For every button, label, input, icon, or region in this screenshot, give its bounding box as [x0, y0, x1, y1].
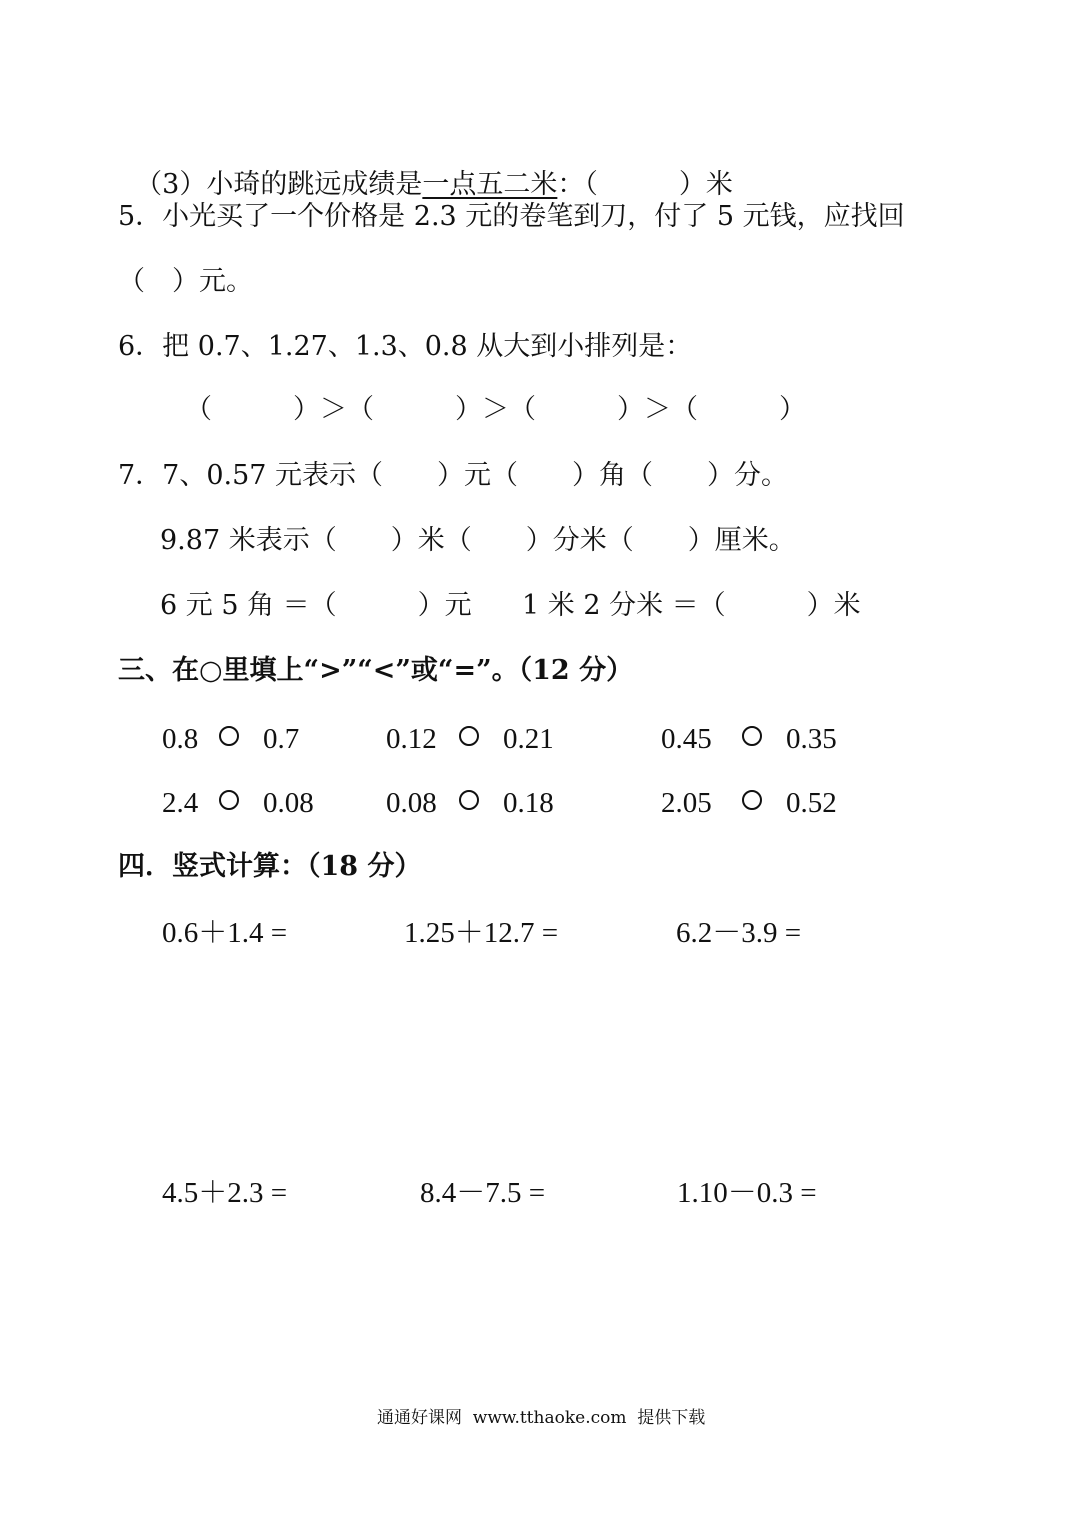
question-7-line-1: 7．7、0.57 元表示（ ）元（ ）角（ ）分。 — [118, 460, 789, 491]
page-footer: 通通好课网 www.tthaoke.com 提供下载 — [377, 1408, 706, 1428]
calc-problem: 0.6＋1.4 = — [162, 917, 288, 949]
calc-problem: 8.4－7.5 = — [420, 1177, 546, 1209]
compare-right-value: 0.35 — [786, 723, 837, 755]
question-7-line-3a: 6 元 5 角 ＝（ ）元 — [160, 590, 472, 621]
compare-right-value: 0.21 — [503, 723, 554, 755]
answer-circle[interactable] — [742, 726, 762, 746]
q3-prefix: （3）小琦的跳远成绩是 — [135, 169, 423, 200]
section-3-heading: 三、在○里填上“>”“<”或“=”。（12 分） — [118, 655, 634, 686]
q3-underlined-text: 一点五二米 — [422, 169, 558, 200]
compare-right-value: 0.52 — [786, 787, 837, 819]
calc-problem: 1.25＋12.7 = — [404, 917, 559, 949]
compare-left-value: 0.12 — [386, 723, 437, 755]
compare-left-value: 2.4 — [162, 787, 199, 819]
compare-right-value: 0.18 — [503, 787, 554, 819]
question-6-line-1: 6．把 0.7、1.27、1.3、0.8 从大到小排列是： — [118, 331, 693, 362]
compare-left-value: 0.08 — [386, 787, 437, 819]
answer-circle[interactable] — [459, 726, 479, 746]
answer-circle[interactable] — [219, 790, 239, 810]
section-4-heading: 四．竖式计算：（18 分） — [118, 851, 422, 882]
compare-left-value: 0.45 — [661, 723, 712, 755]
compare-left-value: 2.05 — [661, 787, 712, 819]
compare-right-value: 0.08 — [263, 787, 314, 819]
question-6-answer-blanks: （ ）＞（ ）＞（ ）＞（ ） — [185, 394, 806, 425]
question-5-line-2: （ ）元。 — [118, 266, 253, 297]
compare-left-value: 0.8 — [162, 723, 199, 755]
calc-problem: 6.2－3.9 = — [676, 917, 802, 949]
question-3-line — [118, 134, 733, 202]
calc-problem: 4.5＋2.3 = — [162, 1177, 288, 1209]
question-7-line-2: 9.87 米表示（ ）米（ ）分米（ ）厘米。 — [160, 525, 796, 556]
compare-right-value: 0.7 — [263, 723, 300, 755]
calc-problem: 1.10－0.3 = — [677, 1177, 817, 1209]
answer-circle[interactable] — [219, 726, 239, 746]
answer-circle[interactable] — [742, 790, 762, 810]
question-7-line-3b: 1 米 2 分米 ＝（ ）米 — [522, 590, 861, 621]
question-5-line-1: 5．小光买了一个价格是 2.3 元的卷笔到刀，付了 5 元钱，应找回 — [118, 201, 905, 232]
answer-circle[interactable] — [459, 790, 479, 810]
q3-suffix: ：（ ）米 — [557, 169, 733, 200]
